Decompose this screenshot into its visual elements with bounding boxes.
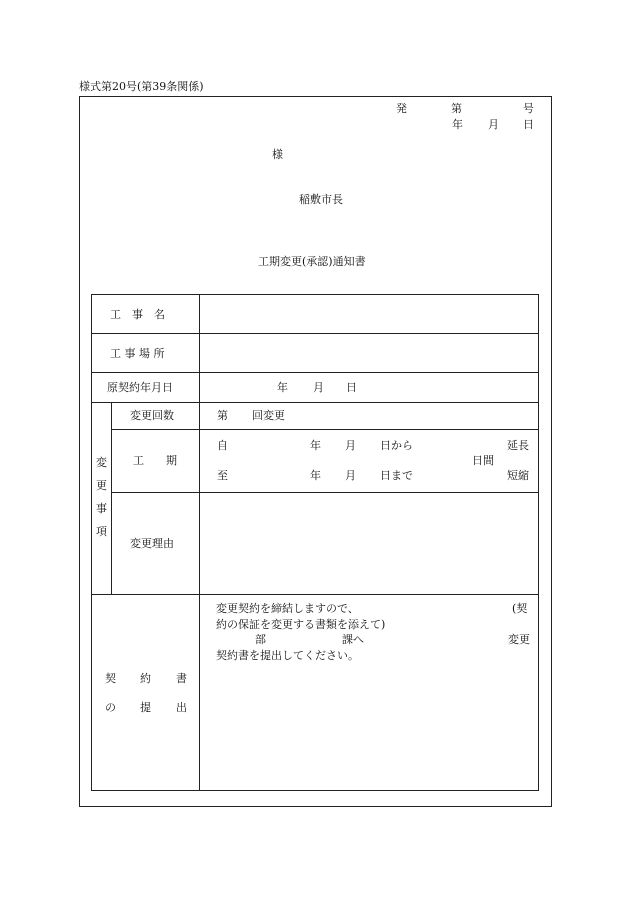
change-section-label-char: 項	[96, 525, 107, 538]
row-divider	[91, 594, 539, 595]
period-shorten: 短縮	[507, 469, 529, 482]
contract-submit-text-line1-end: (契	[512, 602, 528, 615]
row-divider	[111, 492, 539, 493]
period-to-month: 月	[345, 469, 356, 482]
number-suffix: 号	[523, 102, 534, 115]
change-section-label-char: 事	[96, 502, 107, 515]
period-from-year: 年	[310, 439, 321, 452]
issue-label: 発	[396, 102, 407, 115]
row-divider	[111, 429, 539, 430]
original-contract-date-label: 原契約年月日	[107, 381, 173, 394]
period-label: 工 期	[133, 454, 177, 467]
date-month: 月	[488, 118, 499, 131]
period-from-month: 月	[345, 439, 356, 452]
row-divider	[91, 402, 539, 403]
addressee-honorific: 様	[272, 148, 283, 161]
period-to-prefix: 至	[217, 469, 228, 482]
contract-submit-text-section: 課へ	[342, 633, 364, 646]
date-day: 日	[523, 118, 534, 131]
original-contract-year: 年	[277, 381, 288, 394]
change-section-label-char: 更	[96, 479, 107, 492]
contract-submit-label-char: 約	[140, 672, 151, 685]
table-column-divider	[199, 294, 200, 791]
period-to-year: 年	[310, 469, 321, 482]
row-divider	[91, 372, 539, 373]
contract-submit-label-char: 出	[176, 701, 187, 714]
period-to-suffix: 日まで	[380, 469, 413, 482]
contract-submit-text-dept: 部	[255, 633, 266, 646]
contract-submit-label-char: 契	[105, 672, 116, 685]
change-count-prefix: 第	[217, 409, 228, 422]
contract-submit-label-char: 提	[140, 701, 151, 714]
contract-submit-label-char: の	[105, 701, 116, 714]
contract-submit-text-line4: 契約書を提出してください。	[216, 649, 359, 662]
contract-submit-text-line2: 約の保証を変更する書類を添えて)	[216, 618, 386, 631]
project-location-label: 工 事 場 所	[110, 347, 165, 360]
contract-submit-label-char: 書	[176, 672, 187, 685]
change-reason-label: 変更理由	[130, 537, 174, 550]
period-days: 日間	[472, 454, 494, 467]
original-contract-month: 月	[313, 381, 324, 394]
period-from-prefix: 自	[217, 439, 228, 452]
contract-submit-text-line3-end: 変更	[508, 633, 530, 646]
original-contract-day: 日	[346, 381, 357, 394]
contract-submit-text-line1: 変更契約を締結しますので、	[216, 602, 359, 615]
row-divider	[91, 333, 539, 334]
period-from-suffix: 日から	[380, 439, 413, 452]
form-number-label: 様式第20号(第39条関係)	[79, 80, 204, 93]
change-section-label-char: 変	[96, 456, 107, 469]
document-title: 工期変更(承認)通知書	[258, 255, 366, 268]
number-prefix: 第	[451, 102, 462, 115]
period-extend: 延長	[507, 439, 529, 452]
change-section-divider	[111, 402, 112, 594]
change-count-suffix: 回変更	[252, 409, 285, 422]
change-count-label: 変更回数	[130, 409, 174, 422]
project-name-label: 工 事 名	[110, 308, 165, 321]
date-year: 年	[452, 118, 463, 131]
sender-name: 稲敷市長	[299, 193, 343, 206]
